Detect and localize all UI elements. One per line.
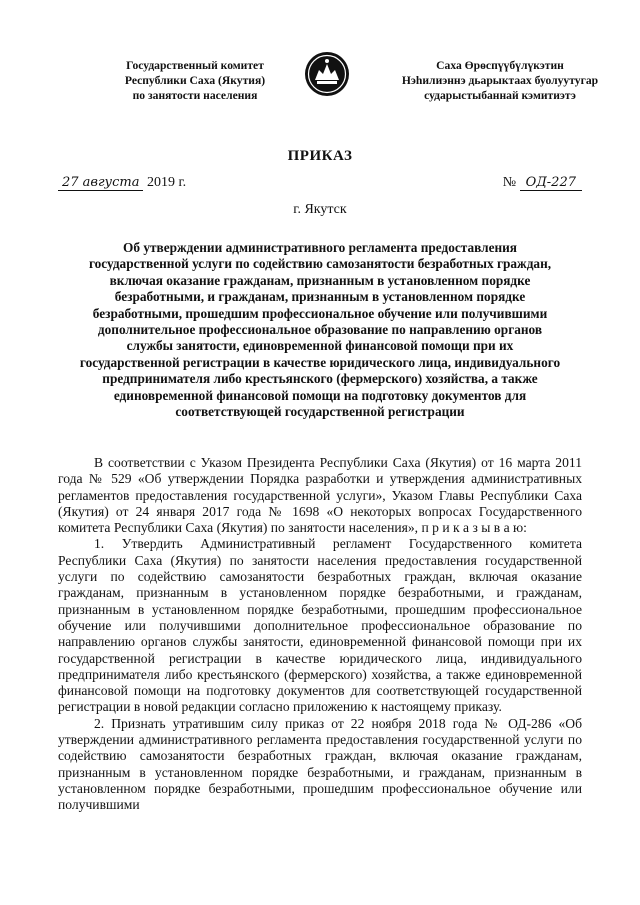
issuer-line: по занятости населения [132,89,258,102]
handwritten-number: ОД-227 [520,175,582,191]
issuer-line: Нэһилиэннэ дьарыктаах буолуутугар [401,74,599,87]
order-date [58,175,186,191]
number-prefix: № [502,175,517,190]
issuer-line: Республики Саха (Якутия) [124,74,266,87]
issuer-line: Государственный комитет [126,59,264,72]
issuer-line: сударыстыбаннай кэмитиэтэ [424,89,576,102]
date-year: 2019 г. [146,175,187,190]
order-number [503,175,582,191]
issue-city: г. Якутск [293,202,347,217]
body-paragraph: 2. Признать утратившим силу приказ от 22 ноября 2018 года № ОД-286 «Об утверждении административного регламента предоставления государственной услуги по содействию самозанятости безработных граждан, включая оказание гражданам, признанным в установленном порядке безработными, и гражданам, признанным в установленном порядке безработными, прошедшим профессиональное обучение или получившими [58,715,582,813]
document-title: ПРИКАЗ [287,148,353,164]
handwritten-date: 27 августа [58,175,143,191]
body-paragraph: В соответствии с Указом Президента Республики Саха (Якутия) от 16 марта 2011 года № 529 «Об утверждении Порядка разработки и утверждения административных регламентов предоставления государственной услуги», Указом Главы Республики Саха (Якутия) от 24 января 2017 года № 1698 «О некоторых вопросах Государственного комитета Республики Саха (Якутия) по занятости населения», п р и к а з ы в а ю: [58,455,582,536]
order-body [58,455,582,814]
coat-of-arms-emblem-icon [303,50,351,98]
issuer-name-russian [100,58,290,103]
issuer-name-yakut [380,58,620,103]
body-paragraph: 1. Утвердить Административный регламент Государственного комитета Республики Саха (Якутия) по занятости населения предоставления государственной услуги по содействию самозанятости безработных граждан, включая оказание гражданам, признанным в установленном порядке безработными, и гражданам, признанным в установленном порядке безработными, прошедшим профессиональное обучение или получившими дополнительное профессиональное образование по направлению органов службы занятости, единовременной финансовой помощи при их государственной регистрации в качестве юридического лица, индивидуального предпринимателя либо крестьянского (фермерского) хозяйства, а также единовременной финансовой помощи на подготовку документов для соответствующей государственной регистрации в новой редакции согласно приложению к настоящему приказу. [58,536,582,715]
issuer-line: Саха Өрөспүүбүлүкэтин [436,59,564,72]
order-subject: Об утверждении административного регламента предоставления государственной услуги по содействию самозанятости безработных граждан, включая оказание гражданам, признанным в установленном порядке безработными, и гражданам, признанным в установленном порядке безработными, прошедшим профессиональное обучение или получившими дополнительное профессиональное образование по направлению органов службы занятости, единовременной финансовой помощи при их государственной регистрации в качестве юридического лица, индивидуального предпринимателя либо крестьянского (фермерского) хозяйства, а также единовременной финансовой помощи на подготовку документов для соответствующей государственной регистрации [79,240,561,420]
